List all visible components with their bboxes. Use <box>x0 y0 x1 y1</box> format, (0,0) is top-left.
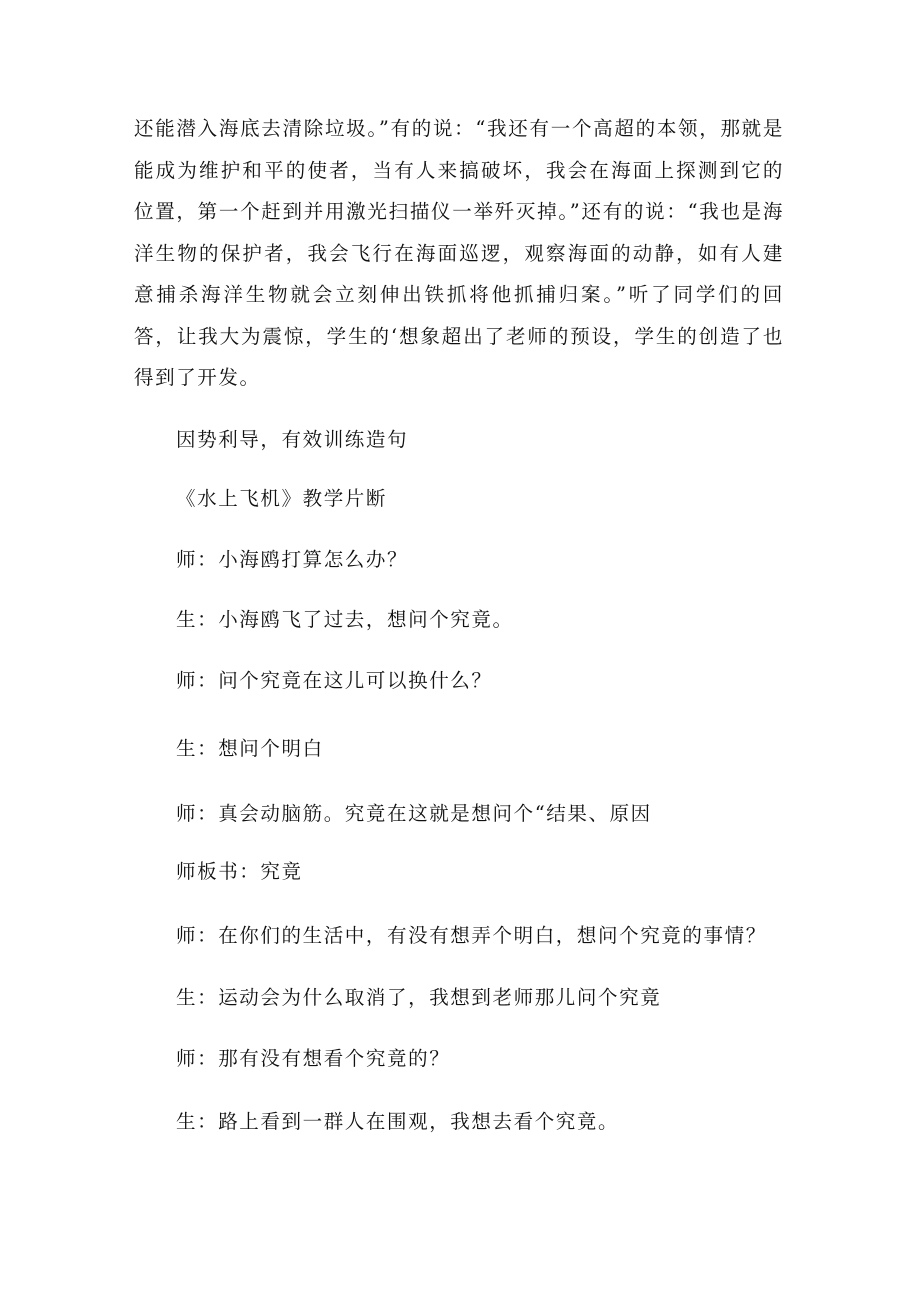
dialogue-line: 师：真会动脑筋。究竟在这就是想问个“结果、原因 <box>176 802 652 825</box>
dialogue-line: 生：想问个明白 <box>176 737 324 760</box>
dialogue-line: 生：运动会为什么取消了，我想到老师那儿问个究竟 <box>176 986 662 1009</box>
dialogue-line: 生：路上看到一群人在围观，我想去看个究竟。 <box>176 1110 620 1133</box>
lesson-title: 《水上飞机》教学片断 <box>176 487 388 510</box>
dialogue-line: 生：小海鸥飞了过去，想问个究竟。 <box>176 608 514 631</box>
dialogue-line: 师：那有没有想看个究竟的？ <box>176 1047 451 1070</box>
dialogue-line: 师：在你们的生活中，有没有想弄个明白，想问个究竟的事情？ <box>176 924 767 947</box>
dialogue-line: 师板书：究竟 <box>176 860 303 883</box>
dialogue-line: 师：问个究竟在这儿可以换什么？ <box>176 669 493 692</box>
dialogue-line: 师：小海鸥打算怎么办？ <box>176 548 409 571</box>
section-heading: 因势利导，有效训练造句 <box>176 428 409 451</box>
body-paragraph: 还能潜入海底去清除垃圾。”有的说：“我还有一个高超的本领，那就是能成为维护和平的使者，当有人来搞破坏，我会在海面上探测到它的位置，第一个赶到并用激光扫描仪一举歼灭掉。”还有的说：“我也是海洋生物的保护者，我会飞行在海面巡逻，观察海面的动静，如有人建意捕杀海洋生物就会立刻伸出铁抓将他抓捕归案。”听了同学们的回答，让我大为震惊，学生的‘想象超出了老师的预设，学生的创造了也得到了开发。 <box>134 117 784 389</box>
